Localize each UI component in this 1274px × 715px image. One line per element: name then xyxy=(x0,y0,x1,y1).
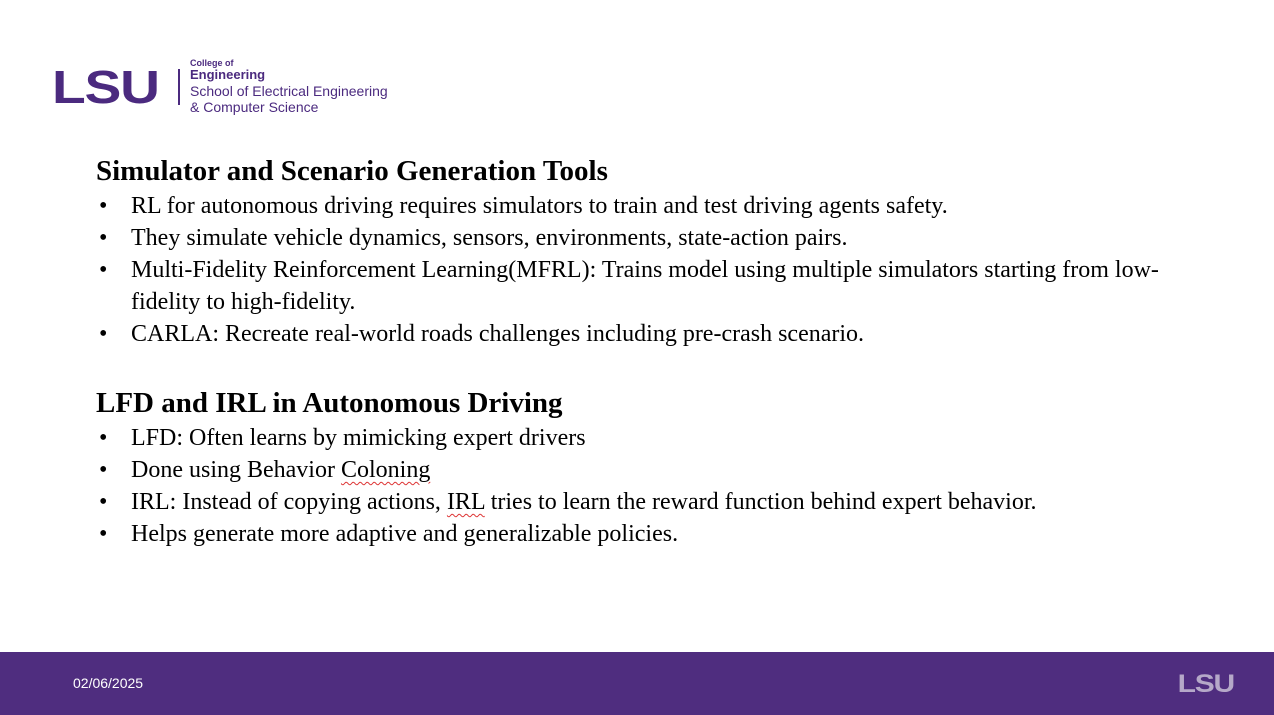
footer-lsu-logo: LSU xyxy=(1177,670,1234,698)
bullet-item: • LFD: Often learns by mimicking expert drivers xyxy=(96,422,1206,454)
logo-text xyxy=(190,58,388,115)
bullet-item xyxy=(96,454,1206,486)
bullet-item: • Helps generate more adaptive and generalizable policies. xyxy=(96,518,1206,550)
section-title-lfd-irl: LFD and IRL in Autonomous Driving xyxy=(96,387,563,419)
logo-dept-line1: School of Electrical Engineering xyxy=(190,83,388,100)
bullet-item: • Multi-Fidelity Reinforcement Learning(MFRL): Trains model using multiple simulators starting from low-fidelity to high-fidelity. xyxy=(96,254,1206,318)
footer-bar xyxy=(0,652,1274,715)
bullet-item: • They simulate vehicle dynamics, sensors, environments, state-action pairs. xyxy=(96,222,1206,254)
lsu-engineering-logo xyxy=(52,58,388,115)
bullet-list-lfd-irl xyxy=(96,422,1206,550)
bullet-item: • CARLA: Recreate real-world roads challenges including pre-crash scenario. xyxy=(96,318,1206,350)
spellcheck-flagged-word[interactable]: IRL xyxy=(446,489,485,515)
slide-content xyxy=(96,152,1206,550)
footer-date: 02/06/2025 xyxy=(73,675,144,691)
lsu-logo-mark: LSU xyxy=(52,60,159,113)
bullet-text: IRL: Instead of copying actions, xyxy=(131,489,447,515)
section-title-simulators: Simulator and Scenario Generation Tools xyxy=(96,155,608,187)
bullet-item xyxy=(96,486,1206,518)
section-gap xyxy=(96,350,1206,384)
logo-college-of: College of xyxy=(190,58,234,68)
bullet-text: tries to learn the reward function behind expert behavior. xyxy=(484,489,1037,515)
bullet-text: Done using Behavior xyxy=(131,457,341,483)
bullet-item: • RL for autonomous driving requires simulators to train and test driving agents safety. xyxy=(96,190,1206,222)
spellcheck-flagged-word[interactable]: Coloning xyxy=(340,457,431,483)
bullet-list-simulators xyxy=(96,190,1206,350)
logo-dept-line2: & Computer Science xyxy=(190,99,319,116)
logo-engineering: Engineering xyxy=(190,67,266,83)
